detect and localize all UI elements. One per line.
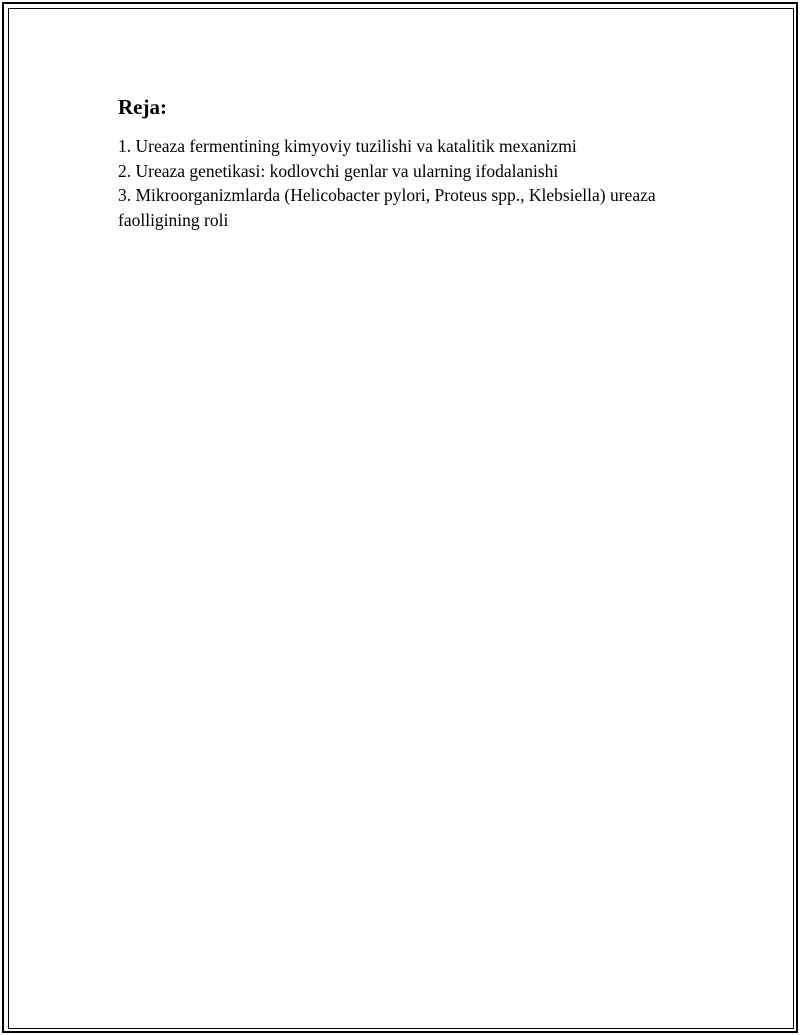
plan-heading: Reja: <box>118 95 167 119</box>
plan-item-3: 3. Mikroorganizmlarda (Helicobacter pylori, Proteus spp., Klebsiella) ureaza faolligining roli <box>118 185 656 230</box>
plan-list <box>118 134 698 232</box>
document-content <box>118 94 698 232</box>
plan-item-1: 1. Ureaza fermentining kimyoviy tuzilishi va katalitik mexanizmi <box>118 136 577 156</box>
plan-item-2: 2. Ureaza genetikasi: kodlovchi genlar va ularning ifodalanishi <box>118 160 559 181</box>
